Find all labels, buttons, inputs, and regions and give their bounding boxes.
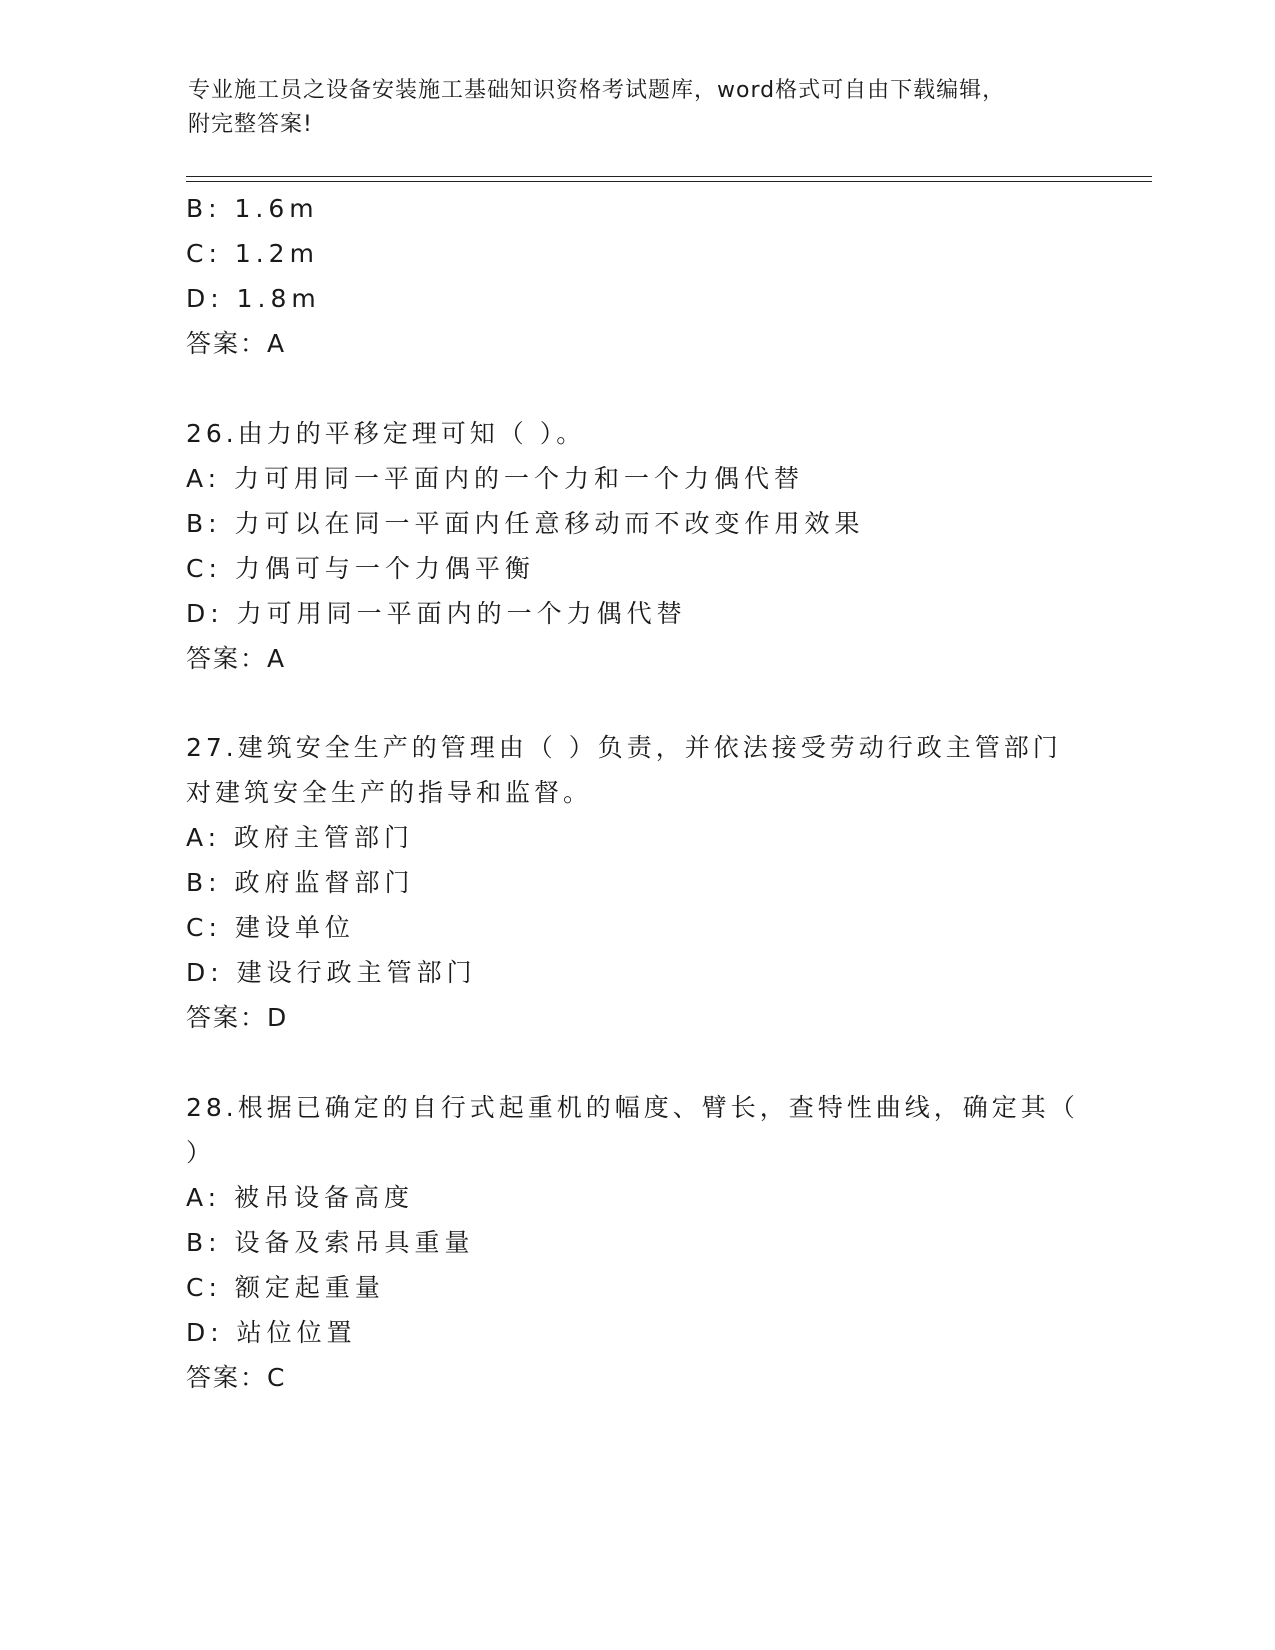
answer-value: C — [267, 1363, 285, 1392]
q25-option-c: C: 1.2m — [186, 239, 319, 268]
q28-question-line-2: ） — [186, 1138, 216, 1167]
q28-option-d: D: 站位位置 — [186, 1318, 357, 1347]
header-title-line-2: 附完整答案! — [188, 112, 313, 137]
q25-answer — [186, 327, 284, 361]
answer-label: 答案： — [186, 1003, 268, 1032]
q28-option-b: B: 设备及索吊具重量 — [186, 1228, 475, 1257]
answer-label: 答案： — [186, 644, 268, 673]
header-divider-top — [186, 176, 1152, 177]
answer-label: 答案： — [186, 329, 268, 358]
q27-option-b: B: 政府监督部门 — [186, 868, 415, 897]
header-divider-bottom — [186, 181, 1152, 182]
q27-option-c: C: 建设单位 — [186, 913, 355, 942]
q27-option-d: D: 建设行政主管部门 — [186, 958, 477, 987]
q28-option-c: C: 额定起重量 — [186, 1273, 385, 1302]
q26-option-a: A: 力可用同一平面内的一个力和一个力偶代替 — [186, 464, 805, 493]
answer-value: A — [267, 329, 285, 358]
q27-question-line-2: 对建筑安全生产的指导和监督。 — [186, 778, 593, 807]
q25-option-d: D: 1.8m — [186, 284, 321, 313]
q25-option-b: B: 1.6m — [186, 194, 319, 223]
q26-question: 26.由力的平移定理可知（ ）。 — [186, 419, 586, 448]
answer-value: D — [267, 1003, 287, 1032]
q27-answer — [186, 1001, 286, 1035]
header-title-line-1: 专业施工员之设备安装施工基础知识资格考试题库，word格式可自由下载编辑， — [188, 78, 1006, 103]
q27-question-line-1: 27.建筑安全生产的管理由（ ）负责，并依法接受劳动行政主管部门 — [186, 733, 1062, 762]
document-header — [188, 74, 1088, 142]
q26-option-c: C: 力偶可与一个力偶平衡 — [186, 554, 535, 583]
q28-option-a: A: 被吊设备高度 — [186, 1183, 415, 1212]
q28-answer — [186, 1361, 284, 1395]
q26-answer — [186, 642, 284, 676]
q26-option-d: D: 力可用同一平面内的一个力偶代替 — [186, 599, 687, 628]
q28-question-line-1: 28.根据已确定的自行式起重机的幅度、臂长，查特性曲线，确定其（ — [186, 1093, 1079, 1122]
q26-option-b: B: 力可以在同一平面内任意移动而不改变作用效果 — [186, 509, 865, 538]
answer-value: A — [267, 644, 285, 673]
answer-label: 答案： — [186, 1363, 268, 1392]
q27-option-a: A: 政府主管部门 — [186, 823, 415, 852]
